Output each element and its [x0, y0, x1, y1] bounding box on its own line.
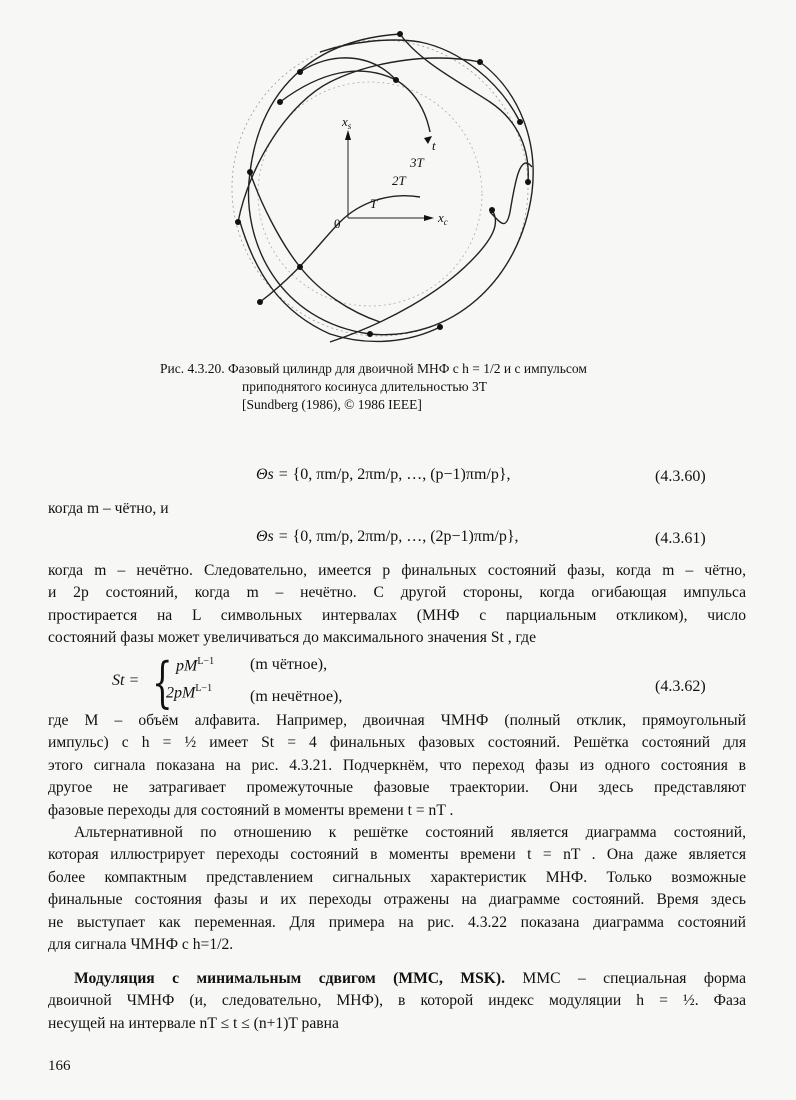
trajectory-arrow	[424, 136, 432, 144]
phase-trajectory	[240, 222, 440, 341]
section-heading: Модуляция с минимальным сдвигом (ММС, MSK).	[74, 970, 505, 987]
text-line: фазовые переходы для состояний в моменты времени t = nT .	[48, 801, 454, 819]
text-line: более компактным представлением сигнальных характеристик МНФ. Только возможные	[48, 868, 746, 886]
paragraph-2	[48, 710, 746, 822]
equation-number: (4.3.61)	[655, 530, 706, 547]
eq-lhs: Θs =	[256, 466, 293, 483]
axis-x-label: $x_c$	[438, 210, 448, 227]
eq-row-sup: L−1	[195, 683, 213, 694]
text-line: когда m – нечётно. Следовательно, имеется p финальных состояний фазы, когда m – чётно,	[48, 562, 746, 579]
axis-x-arrow	[424, 215, 434, 221]
eq-row-expr: 2pM	[166, 684, 196, 702]
axis-y-arrow	[345, 130, 351, 140]
caption-line: приподнятого косинуса длительностью 3T	[242, 379, 487, 394]
eq-row-sup: L−1	[197, 656, 215, 667]
phase-state-dot	[297, 264, 303, 270]
text-line: не выступает как переменная. Для примера на рис. 4.3.22 показана диаграмма состояний	[48, 913, 746, 931]
phase-cylinder-figure	[220, 22, 550, 352]
phase-state-dot	[477, 59, 483, 65]
equation-4-3-61	[256, 528, 519, 546]
eq-lhs: Θs =	[256, 528, 293, 545]
phase-trajectory	[250, 172, 380, 322]
eq-row-cond: (m нечётное),	[250, 688, 343, 705]
text-line: импульс) с h = ½ имеет St = 4 финальных фазовых состояний. Решётка состояний для	[48, 734, 746, 752]
system-brace: {	[152, 651, 173, 714]
figure-caption	[160, 360, 680, 414]
phase-state-dot	[367, 331, 373, 337]
text-line: финальные состояния фазы и их переходы отражены на диаграмме состояний. Время здесь	[48, 891, 746, 909]
text-line	[48, 968, 746, 990]
eq-lhs: St =	[112, 672, 140, 689]
heading-rest: ММС – специальная форма	[504, 970, 746, 987]
phase-state-dot	[397, 31, 403, 37]
text-line: когда m – чётно, и	[48, 500, 169, 517]
eq-body: {0, πm/p, 2πm/p, …, (2p−1)πm/p},	[292, 528, 519, 545]
equation-4-3-60	[256, 466, 511, 484]
text-line: для сигнала ЧМНФ с h=1/2.	[48, 935, 234, 953]
axis-y-label: $x_s$	[342, 114, 352, 131]
text-line: Альтернативной по отношению к решётке состояний является диаграмма состояний,	[74, 824, 746, 841]
phase-trajectory	[260, 196, 420, 302]
eq-row-cond: (m чётное),	[250, 656, 328, 673]
origin-label: 0	[334, 216, 341, 231]
equation-number: (4.3.62)	[655, 678, 706, 695]
reference-circle-outer	[232, 40, 528, 336]
phase-trajectory	[320, 40, 520, 122]
phase-state-dot	[437, 324, 443, 330]
phase-state-dot	[277, 99, 283, 105]
phase-state-dot	[393, 77, 399, 83]
phase-state-dot	[235, 219, 241, 225]
eq-row-expr: pM	[176, 657, 198, 675]
text-line: простирается на L символьных интервалах (МНФ с парциальным откликом), число	[48, 606, 746, 624]
reference-circle-inner	[258, 82, 482, 306]
eq-4-3-62-row1	[176, 656, 328, 675]
label-t: t	[432, 138, 436, 153]
phase-trajectory	[300, 58, 396, 80]
eq-4-3-62-row2	[166, 683, 343, 705]
phase-state-dot	[525, 179, 531, 185]
paragraph-3	[48, 822, 746, 956]
eq-4-3-62-lhs	[112, 672, 139, 690]
caption-line: Рис. 4.3.20. Фазовый цилиндр для двоичной МНФ с h = 1/2 и с импульсом	[160, 361, 587, 376]
phase-trajectory	[330, 210, 496, 342]
paragraph-4	[48, 968, 746, 1035]
page-number: 166	[48, 1058, 71, 1074]
equation-number: (4.3.60)	[655, 468, 706, 485]
text-line: состояний фазы может увеличиваться до максимального значения St , где	[48, 629, 537, 647]
phase-state-dot	[257, 299, 263, 305]
text-line: этого сигнала показана на рис. 4.3.21. Подчеркнём, что переход фазы из одного состояния в	[48, 756, 746, 774]
text-line: где M – объём алфавита. Например, двоичная ЧМНФ (полный отклик, прямоугольный	[48, 712, 746, 729]
text-line: двоичной ЧМНФ (и, следовательно, МНФ), в которой индекс модуляции h = ½. Фаза	[48, 992, 746, 1010]
text-when-even	[48, 498, 746, 520]
label-2T: 2T	[392, 173, 406, 188]
label-3T: 3T	[410, 155, 424, 170]
label-T: T	[370, 196, 378, 211]
caption-line: [Sundberg (1986), © 1986 IEEE]	[242, 397, 422, 412]
text-line: и 2p состояний, когда m – нечётно. С другой стороны, когда огибающая импульса	[48, 584, 746, 602]
phase-state-dot	[247, 169, 253, 175]
phase-state-dot	[517, 119, 523, 125]
phase-state-dot	[297, 69, 303, 75]
text-line: которая иллюстрирует переходы состояний в моменты времени t = nT . Она даже является	[48, 846, 746, 864]
phase-state-dot	[489, 207, 495, 213]
paragraph-1	[48, 560, 746, 650]
text-line: другое не затрагивает промежуточные фазовые траектории. Они здесь представляют	[48, 779, 746, 797]
eq-body: {0, πm/p, 2πm/p, …, (p−1)πm/p},	[292, 466, 511, 483]
phase-trajectory	[249, 34, 534, 335]
text-line: несущей на интервале nT ≤ t ≤ (n+1)T равна	[48, 1014, 339, 1032]
